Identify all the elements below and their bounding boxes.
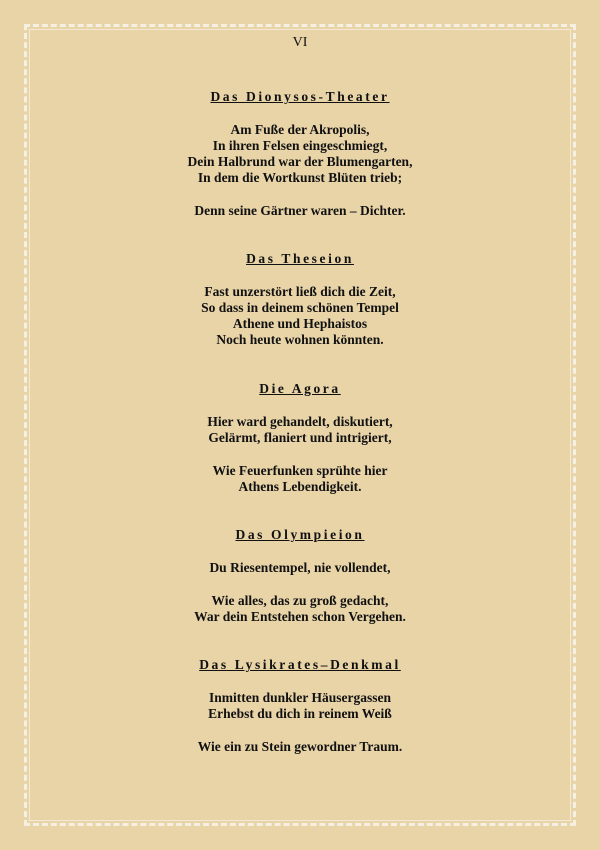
- verse-line: So dass in deinem schönen Tempel: [201, 300, 399, 315]
- page-number: VI: [292, 35, 308, 50]
- verse-line: Wie ein zu Stein gewordner Traum.: [197, 739, 403, 754]
- verse-line: Fast unzerstört ließ dich die Zeit,: [204, 284, 396, 299]
- verse-line: Inmitten dunkler Häusergassen: [208, 690, 392, 705]
- stanza: [0, 284, 600, 348]
- verse-line: Gelärmt, flaniert und intrigiert,: [208, 430, 392, 445]
- stanza: [0, 203, 600, 219]
- verse-line: Am Fuße der Akropolis,: [230, 122, 370, 137]
- poem-section-lysikrates-denkmal: [0, 657, 600, 755]
- section-title: Das Olympieion: [235, 527, 365, 542]
- stanza: [0, 560, 600, 576]
- stanza: [0, 414, 600, 446]
- verse-line: Wie alles, das zu groß gedacht,: [211, 593, 389, 608]
- section-title: Die Agora: [259, 381, 341, 396]
- section-title: Das Lysikrates–Denkmal: [199, 657, 401, 672]
- section-title: Das Dionysos-Theater: [210, 89, 390, 104]
- verse-line: Athens Lebendigkeit.: [238, 479, 362, 494]
- verse-line: In dem die Wortkunst Blüten trieb;: [197, 170, 403, 185]
- verse-line: Du Riesentempel, nie vollendet,: [209, 560, 391, 575]
- poem-section-agora: [0, 381, 600, 495]
- verse-line: Dein Halbrund war der Blumengarten,: [187, 154, 413, 169]
- stanza: [0, 463, 600, 495]
- verse-line: Wie Feuerfunken sprühte hier: [212, 463, 388, 478]
- verse-line: Noch heute wohnen könnten.: [216, 332, 384, 347]
- section-title: Das Theseion: [246, 251, 354, 266]
- verse-line: Hier ward gehandelt, diskutiert,: [207, 414, 393, 429]
- stanza: [0, 593, 600, 625]
- verse-line: Athene und Hephaistos: [232, 316, 368, 331]
- poem-section-theseion: [0, 251, 600, 348]
- stanza: [0, 690, 600, 722]
- poem-section-olympieion: [0, 527, 600, 625]
- stanza: [0, 122, 600, 186]
- verse-line: Denn seine Gärtner waren – Dichter.: [194, 203, 406, 218]
- verse-line: Erhebst du dich in reinem Weiß: [208, 706, 392, 721]
- stanza: [0, 739, 600, 755]
- verse-line: In ihren Felsen eingeschmiegt,: [212, 138, 388, 153]
- poem-section-dionysos-theater: [0, 89, 600, 219]
- verse-line: War dein Entstehen schon Vergehen.: [194, 609, 406, 624]
